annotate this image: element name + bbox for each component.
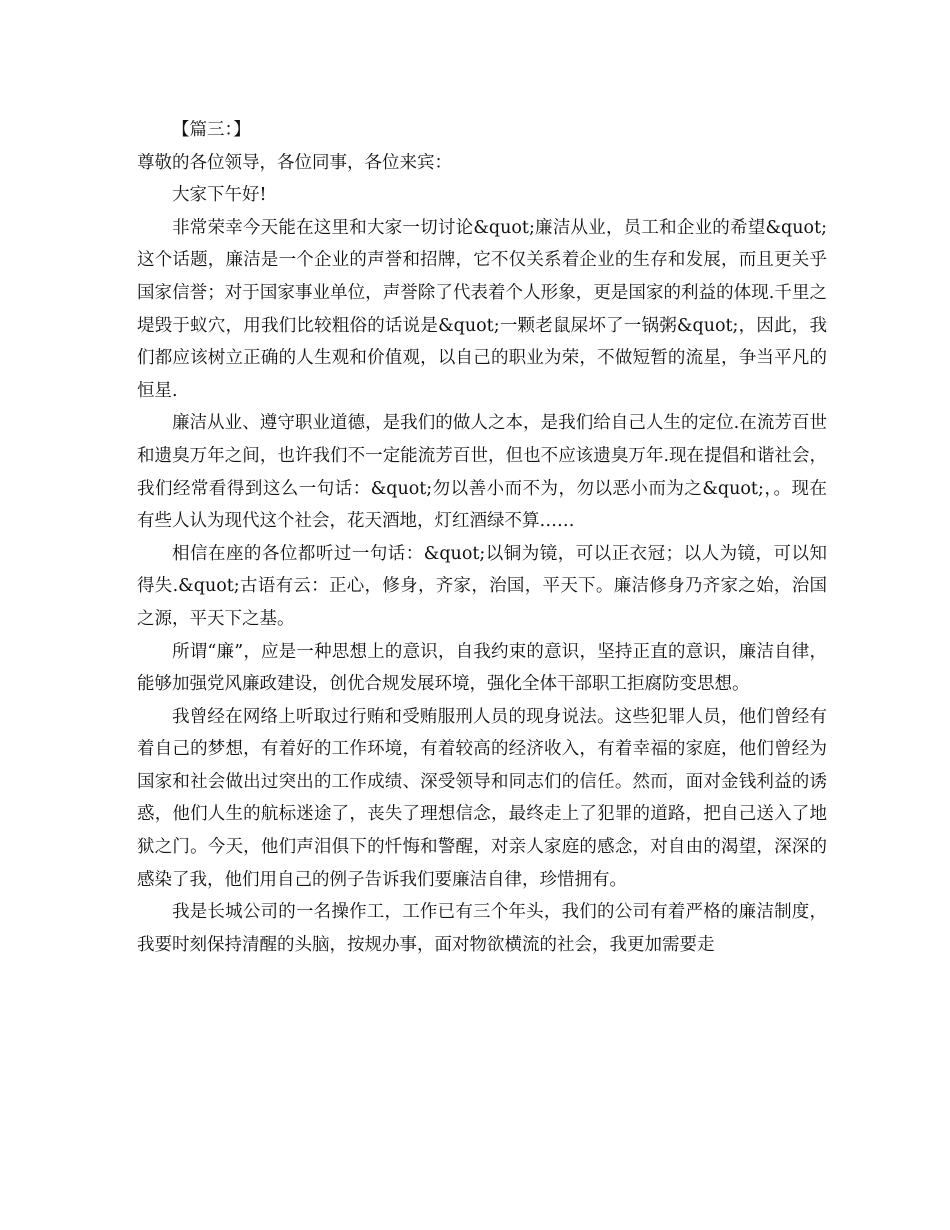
paragraph-5: 我曾经在网络上听取过行贿和受贿服刑人员的现身说法。这些犯罪人员，他们曾经有着自己的梦想，有着好的工作环境，有着较高的经济收入，有着幸福的家庭，他们曾经为国家和社会做出过突出的工作成绩、深受领导和同志们的信任。然而，面对金钱利益的诱惑，他们人生的航标迷途了，丧失了理想信念，最终走上了犯罪的道路，把自己送入了地狱之门。今天，他们声泪俱下的忏悔和警醒，对亲人家庭的感念，对自由的渴望，深深的感染了我，他们用自己的例子告诉我们要廉洁自律，珍惜拥有。 — [137, 706, 827, 890]
greeting: 大家下午好! — [172, 185, 267, 206]
paragraph-3: 相信在座的各位都听过一句话：&quot;以铜为镜，可以正衣冠；以人为镜，可以知得失.&quot;古语有云：正心，修身，齐家，治国，平天下。廉洁修身乃齐家之始，治国之源，平天下之基。 — [137, 543, 827, 629]
paragraph-2: 廉洁从业、遵守职业道德，是我们的做人之本，是我们给自己人生的定位.在流芳百世和遗臭万年之间，也许我们不一定能流芳百世，但也不应该遗臭万年.现在提倡和谐社会，我们经常看得到这么一句话：&quot;勿以善小而不为，勿以恶小而为之&quot;，。现在有些人认为现代这个社会，花天酒地，灯红酒绿不算…… — [137, 413, 827, 532]
paragraph-4: 所谓“廉”，应是一种思想上的意识，自我约束的意识，坚持正直的意识，廉洁自律，能够加强党风廉政建设，创优合规发展环境，强化全体干部职工拒腐防变思想。 — [137, 641, 827, 695]
document-body — [137, 114, 827, 961]
paragraph-1: 非常荣幸今天能在这里和大家一切讨论&quot;廉洁从业，员工和企业的希望&quot;这个话题，廉洁是一个企业的声誉和招牌，它不仅关系着企业的生存和发展，而且更关乎国家信誉；对于国家事业单位，声誉除了代表着个人形象，更是国家的利益的体现.千里之堤毁于蚁穴，用我们比较粗俗的话说是&quot;一颗老鼠屎坏了一锅粥&quot;，因此，我们都应该树立正确的人生观和价值观，以自己的职业为荣，不做短暂的流星，争当平凡的恒星. — [137, 217, 827, 401]
paragraph-6: 我是长城公司的一名操作工，工作已有三个年头，我们的公司有着严格的廉洁制度，我要时刻保持清醒的头脑，按规办事，面对物欲横流的社会，我更加需要走 — [137, 902, 827, 955]
section-heading: 【篇三：】 — [172, 120, 251, 140]
salutation: 尊敬的各位领导，各位同事，各位来宾： — [137, 152, 452, 173]
